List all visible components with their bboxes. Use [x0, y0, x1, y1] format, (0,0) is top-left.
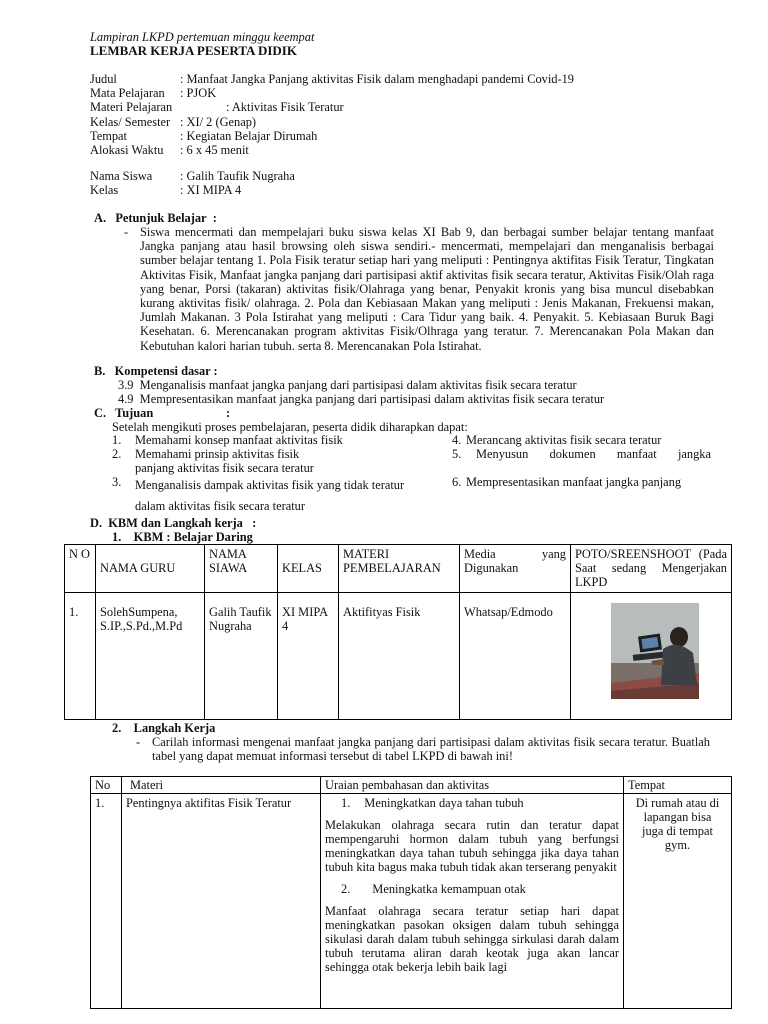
goal-text-6: Mempresentasikan manfaat jangka panjang	[466, 475, 682, 489]
kbm-cell-siswa: Galih Taufik Nugraha	[205, 592, 278, 719]
section-c-colon: :	[226, 406, 231, 420]
kbm-row	[65, 592, 732, 719]
langkah-kerja-table	[90, 776, 732, 1009]
info-row-judul: Judul : Manfaat Jangka Panjang aktivitas Fisik dalam menghadapi pandemi Covid-19	[90, 72, 575, 86]
goal-num-3: 3.	[112, 475, 122, 489]
info-row-materi: Materi Pelajaran : Aktivitas Fisik Teratur	[90, 100, 344, 115]
kbm-cell-kelas: XI MIPA 4	[278, 592, 339, 719]
section-c-intro: Setelah mengikuti proses pembelajaran, peserta didik diharapkan dapat:	[112, 420, 468, 434]
kd-item-4-9: 4.9 Mempresentasikan manfaat jangka panjang dari partisipasi dalam aktivitas fisik secara teratur	[118, 392, 605, 406]
kbm-header-media: Media yang Digunakan	[460, 545, 571, 593]
uraian-item-2-title: 2. Meningkatka kemampuan otak	[341, 882, 526, 897]
kbm-header-siswa: NAMA SIAWA	[205, 545, 278, 593]
info-row-alokasi: Alokasi Waktu : 6 x 45 menit	[90, 143, 249, 158]
kbm-header-kelas: KELAS	[278, 545, 339, 593]
langkah-kerja-bullet: -	[136, 735, 141, 749]
kbm-header-foto: POTO/SREENSHOOT (Pada Saat sedang Mengerjakan LKPD	[571, 545, 732, 593]
student-photo-image	[611, 603, 699, 699]
goal-text-2: Memahami prinsip aktivitas fisik panjang aktivitas fisik secara teratur	[135, 447, 314, 476]
lk-row	[91, 794, 732, 1009]
student-info	[90, 169, 730, 197]
goal-text-4: Merancang aktivitas fisik secara teratur	[466, 433, 662, 447]
student-class-row: Kelas : XI MIPA 4	[90, 183, 242, 198]
kbm-cell-foto	[571, 592, 732, 719]
lk-cell-no: 1.	[91, 794, 122, 1009]
kd-item-3-9: 3.9 Menganalisis manfaat jangka panjang dari partisipasi dalam aktivitas fisik secara teratur	[118, 378, 577, 392]
kbm-header-materi: MATERI PEMBELAJARAN	[339, 545, 460, 593]
info-row-tempat: Tempat : Kegiatan Belajar Dirumah	[90, 128, 318, 143]
section-a-bullet: -	[124, 225, 129, 239]
document-title: LEMBAR KERJA PESERTA DIDIK	[90, 43, 297, 58]
section-b-heading: B. Kompetensi dasar :	[94, 364, 218, 378]
info-row-kelas: Kelas/ Semester : XI/ 2 (Genap)	[90, 114, 257, 129]
langkah-kerja-heading: 2. Langkah Kerja	[112, 721, 216, 735]
goal-num-6: 6.	[452, 475, 462, 489]
goal-num-5: 5.	[452, 447, 462, 461]
lk-cell-tempat: Di rumah atau di lapangan bisa juga di tempat gym.	[624, 794, 732, 1009]
section-a-text: Siswa mencermati dan mempelajari buku siswa kelas XI Bab 9, dan berbagai sumber belajar tentang manfaat Jangka panjang atau hasil browsing oleh siswa sendiri.- mencermati, mempelajari dan menganalisis berbagai sumber belajar tentang 1. Pola Fisik teratur setiap hari yang meliputi : Pentingnya aktifitas Fisik Teratur, Tingkatan Aktivitas Fisik, Manfaat jangka panjang dari partisipasi aktif aktivitas fisik secara teratur, Aktivitas Fisik/Olah raga yang benar, Porsi (takaran) aktivitas fisik/Olahraga yang benar, Penyakit kronis yang bisa muncul disebabkan kurang aktivitas fisik/ olahraga. 2. Pola dan Kebiasaan Makan yang meliputi : Jenis Makanan, Frekuensi makan, Jumlah Makanan. 3 Pola Istirahat yang meliputi : Cara Tidur yang baik. 4. Penyakit. 5. Kebiasaan Buruk Bagi Kesehatan. 6. Merencanakan program aktivitas Fisik/Olhraga yang teratur. 7. Merencanakan Pola Makan dan Kebutuhan kalori harian tubuh. serta 8. Merencanakan Pola Istirahat.	[140, 225, 714, 353]
kbm-header-no: N O	[65, 545, 96, 593]
info-row-mapel: Mata Pelajaran : PJOK	[90, 86, 217, 101]
uraian-item-1-title: 1. Meningkatkan daya tahan tubuh	[341, 796, 524, 811]
goal-num-1: 1.	[112, 433, 122, 447]
student-name-row: Nama Siswa : Galih Taufik Nugraha	[90, 169, 295, 183]
section-a-heading: A. Petunjuk Belajar :	[94, 211, 217, 225]
goal-text-3: Menganalisis dampak aktivitas fisik yang tidak teratur dalam aktivitas fisik secara teratur	[135, 478, 405, 513]
lk-cell-materi: Pentingnya aktifitas Fisik Teratur	[122, 794, 321, 1009]
lk-header-uraian: Uraian pembahasan dan aktivitas	[321, 777, 624, 794]
kbm-cell-no: 1.	[65, 592, 96, 719]
lesson-info	[90, 72, 730, 157]
lk-cell-uraian	[321, 794, 624, 1009]
goal-text-1: Memahami konsep manfaat aktivitas fisik	[135, 433, 343, 447]
kbm-subheading: 1. KBM : Belajar Daring	[112, 530, 253, 544]
kbm-table	[64, 544, 732, 720]
kbm-cell-guru: SolehSumpena, S.IP.,S.Pd.,M.Pd	[96, 592, 205, 719]
lk-header-tempat: Tempat	[624, 777, 732, 794]
lk-header-materi: Materi	[122, 777, 321, 794]
kbm-cell-materi: Aktifityas Fisik	[339, 592, 460, 719]
lk-header-row	[91, 777, 732, 794]
goal-num-2: 2.	[112, 447, 122, 461]
kbm-cell-media: Whatsap/Edmodo	[460, 592, 571, 719]
uraian-item-1-text: Melakukan olahraga secara rutin dan teratur dapat mempengaruhi hormon dalam tubuh yang berfungsi meningkatkan daya tahan tubuh sehingga jika daya tahan tubuh kita bagus maka tubuh tidak akan terserang penyakit	[325, 818, 619, 875]
section-d-heading: D. KBM dan Langkah kerja :	[90, 516, 257, 530]
kbm-header-row	[65, 545, 732, 593]
uraian-item-2-text: Manfaat olahraga secara teratur setiap hari dapat meningkatkan pasokan oksigen dalam tubuh sehingga sikulasi darah dalam tubuh sehingga sirkulasi darah dalam tubuh terutama aliran darah keotak juga akan lancar sehingga otak bekerja lebih baik lagi	[325, 904, 619, 975]
section-c-heading: C. Tujuan	[94, 406, 154, 420]
goal-text-5: Menyusun dokumen manfaat jangka	[476, 447, 711, 461]
lk-header-no: No	[91, 777, 122, 794]
langkah-kerja-text: Carilah informasi mengenai manfaat jangka panjang dari partisipasi dalam aktivitas fisik secara teratur. Buatlah tabel yang dapat memuat informasi tersebut di tabel LKPD di bawah ini!	[152, 735, 710, 764]
document-caption: Lampiran LKPD pertemuan minggu keempat	[90, 30, 315, 44]
student-photo	[611, 603, 699, 699]
goal-num-4: 4.	[452, 433, 462, 447]
kbm-header-guru: NAMA GURU	[96, 545, 205, 593]
